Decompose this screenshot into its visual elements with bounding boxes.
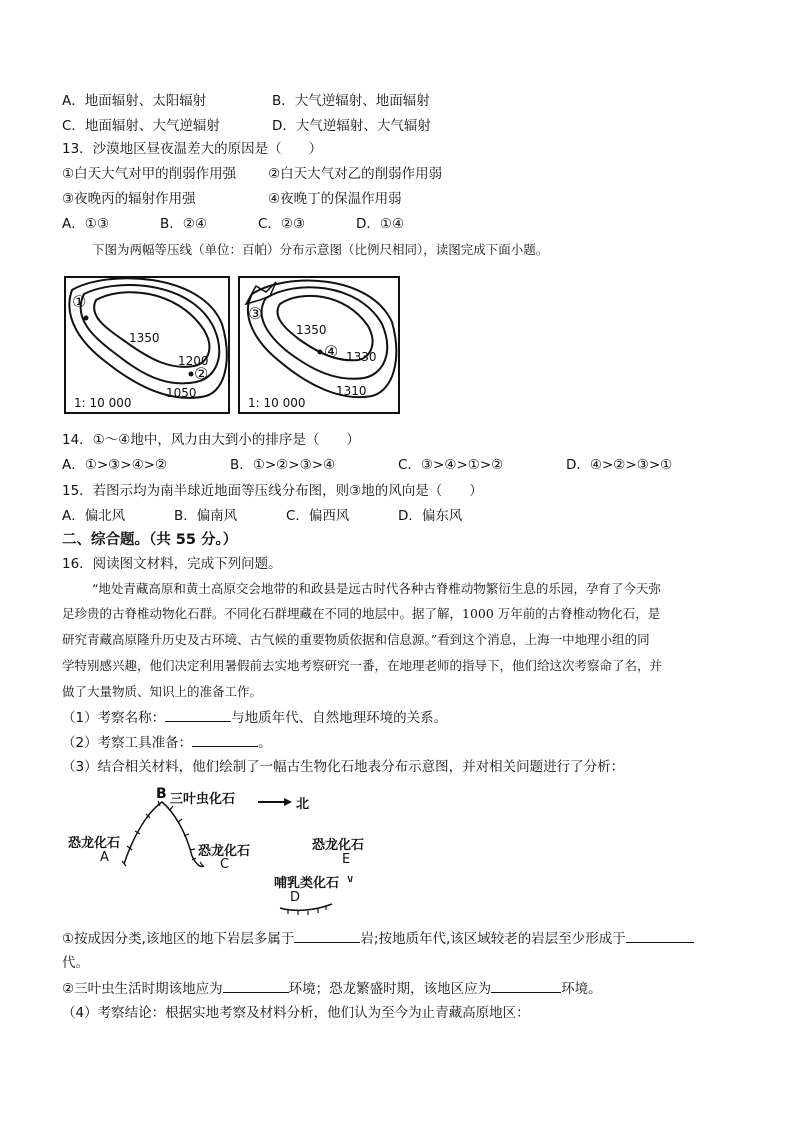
north-arrow-head (284, 798, 292, 806)
q16-material-line-5: 做了大量物质、知识上的准备工作。 (62, 684, 263, 699)
q15-option-d: D．偏东风 (398, 508, 463, 524)
q16-sub2-prefix: （2）考察工具准备： (62, 735, 193, 751)
q13-statement-1: ①白天大气对甲的削弱作用强 (62, 166, 237, 182)
q16-sub3: （3）结合相关材料，他们绘制了一幅古生物化石地表分布示意图，并对相关问题进行了分析： (62, 759, 625, 775)
q13-statement-3: ③夜晚丙的辐射作用强 (62, 191, 196, 207)
label-d: D (290, 890, 301, 905)
point-1-label: ① (72, 292, 87, 311)
q14-stem: 14．①～④地中，风力由大到小的排序是（ ） (62, 432, 360, 448)
isobar-map-left (64, 276, 230, 414)
q16-material-line-1: “地处青藏高原和黄土高原交会地带的和政县是远古时代各种古脊椎动物繁衍生息的乐园，孕育了今天弥 (92, 581, 661, 596)
point-1-dot (84, 316, 89, 321)
isobar-map-left-drawing (66, 278, 228, 412)
label-a: A (100, 850, 109, 865)
q13-stem: 13．沙漠地区昼夜温差大的原因是（ ） (62, 141, 323, 157)
q15-option-c: C．偏西风 (286, 508, 350, 524)
label-e: E (342, 852, 351, 867)
label-b: B (156, 786, 167, 802)
q16-sub2 (62, 732, 272, 753)
fossil-distribution-diagram (62, 784, 422, 919)
q16-sub3-q2-middle: 环境；恐龙繁盛时期，该地区应为 (288, 981, 492, 997)
q12-option-d: D．大气逆辐射、大气辐射 (272, 118, 431, 134)
q16-sub3-q2-prefix: ②三叶虫生活时期该地应为 (62, 981, 223, 997)
label-c: C (220, 857, 230, 872)
trilobite-fossil-label: 三叶虫化石 (170, 792, 236, 807)
scale-label-right: 1: 10 000 (248, 396, 306, 410)
q12-option-a: A．地面辐射、太阳辐射 (62, 93, 207, 109)
q16-sub2-blank[interactable] (192, 732, 258, 747)
q12-option-b: B．大气逆辐射、地面辐射 (272, 93, 430, 109)
isobar-label-1200: 1200 (178, 354, 209, 368)
isobar-label-1330: 1330 (346, 350, 377, 364)
point-2-label: ② (194, 364, 209, 383)
q13-option-a: A．①③ (62, 216, 109, 232)
q16-sub2-suffix: 。 (258, 735, 272, 751)
mountain-b-outline (124, 802, 192, 864)
isobar-map-right (238, 276, 400, 414)
q13-option-d: D．①④ (356, 216, 405, 232)
q16-sub3-question-1 (62, 928, 694, 949)
q13-statement-2: ②白天大气对乙的削弱作用弱 (268, 166, 443, 182)
q14-option-b: B．①>②>③>④ (230, 457, 336, 473)
q16-sub3-q2-suffix: 环境。 (561, 981, 602, 997)
point-3-label: ③ (248, 304, 263, 323)
q16-sub4: （4）考察结论：根据实地考察及材料分析，他们认为至今为止青藏高原地区： (62, 1005, 530, 1021)
q16-sub3-q1-blank-2[interactable] (626, 928, 694, 943)
q14-option-d: D．④>②>③>① (566, 457, 673, 473)
q16-stem: 16．阅读图文材料，完成下列问题。 (62, 556, 282, 572)
north-label: 北 (296, 797, 310, 812)
isobar-label-1350: 1350 (129, 331, 160, 345)
q16-sub1-suffix: 与地质年代、自然地理环境的关系。 (231, 710, 448, 726)
q16-sub1-prefix: （1）考察名称： (62, 710, 166, 726)
isobar-map-right-drawing (240, 278, 398, 412)
q14-option-c: C．③>④>①>② (398, 457, 504, 473)
q13-option-c: C．②③ (258, 216, 306, 232)
q16-sub3-q1-blank-1[interactable] (294, 928, 360, 943)
q16-material-line-3: 研究青藏高原隆升历史及古环境、古气候的重要物质依据和信息源。”看到这个消息，上海一中地理小组的同 (62, 632, 650, 647)
point-2-dot (189, 372, 194, 377)
dinosaur-fossil-a-label: 恐龙化石 (68, 836, 121, 851)
q14-option-a: A．①>③>④>② (62, 457, 168, 473)
q16-sub3-question-2 (62, 978, 602, 999)
isobar-label-1050: 1050 (166, 386, 197, 400)
q16-sub3-q1-end: 代。 (62, 955, 89, 971)
isobar-outer (248, 281, 396, 398)
point-4-label: ④ (324, 342, 339, 361)
q16-material-line-4: 学特别感兴趣，他们决定利用暑假前去实地考察研究一番，在地理老师的指导下，他们给这次考察命了名，并 (62, 658, 663, 673)
q16-sub3-q1-middle: 岩;按地质年代,该区域较老的岩层至少形成于 (360, 931, 626, 947)
q15-option-b: B．偏南风 (174, 508, 238, 524)
point-4-dot (318, 350, 323, 355)
basin-d-outline (280, 904, 332, 910)
q15-option-a: A．偏北风 (62, 508, 126, 524)
scale-label-left: 1: 10 000 (74, 396, 132, 410)
q15-stem: 15．若图示均为南半球近地面等压线分布图，则③地的风向是（ ） (62, 483, 483, 499)
q16-sub1 (62, 707, 447, 728)
isobar-label-1350: 1350 (296, 323, 327, 337)
q16-sub3-q2-blank-1[interactable] (223, 978, 289, 993)
q16-material-line-2: 足珍贵的古脊椎动物化石群。不同化石群埋藏在不同的地层中。据了解，1000 万年前的古脊椎动物化石，是 (62, 606, 661, 621)
mammal-fossil-label: 哺乳类化石 (274, 876, 340, 891)
q13-option-b: B．②④ (160, 216, 207, 232)
section-2-heading: 二、综合题。（共 55 分。） (62, 532, 238, 548)
q13-statement-4: ④夜晚丁的保温作用弱 (268, 191, 402, 207)
dinosaur-fossil-e-label: 恐龙化石 (312, 838, 365, 853)
point-e-mark (348, 876, 352, 882)
q16-sub1-blank[interactable] (165, 707, 231, 722)
q12-option-c: C．地面辐射、大气逆辐射 (62, 118, 220, 134)
isobar-label-1310: 1310 (336, 384, 367, 398)
dinosaur-fossil-c-label: 恐龙化石 (198, 844, 251, 859)
q16-sub3-q2-blank-2[interactable] (491, 978, 561, 993)
maps-intro: 下图为两幅等压线（单位：百帕）分布示意图（比例尺相同），读图完成下面小题。 (92, 242, 549, 257)
q16-sub3-q1-prefix: ①按成因分类,该地区的地下岩层多属于 (62, 931, 295, 947)
